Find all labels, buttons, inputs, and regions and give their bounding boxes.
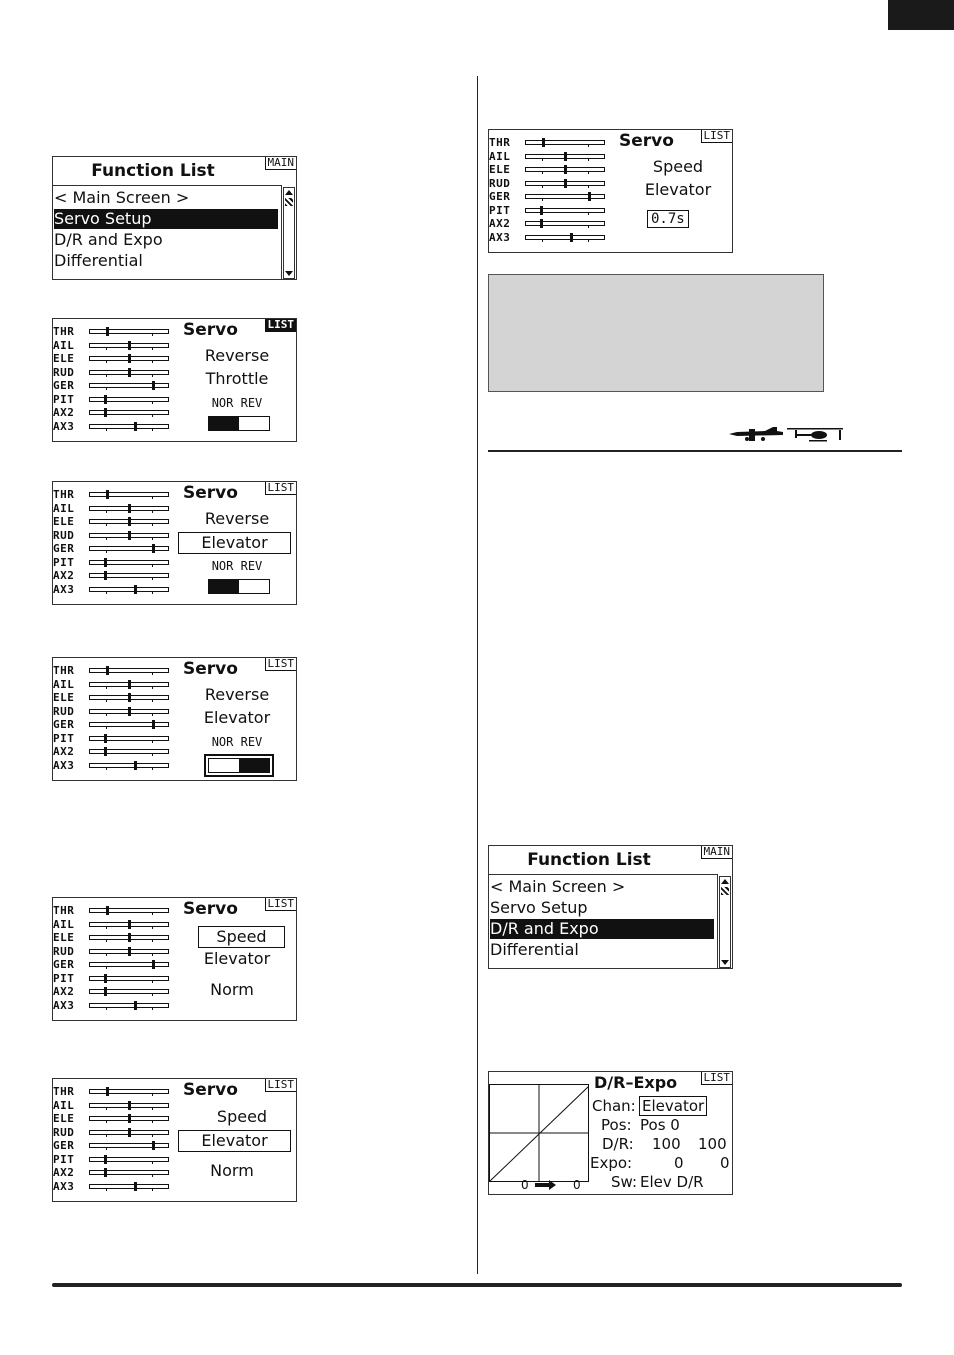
channel-bar [89,989,169,994]
channel-row [53,583,178,597]
channel-label: PIT [53,555,75,569]
channel-label: AX2 [53,745,75,758]
channel-label: AX2 [53,1166,75,1179]
page-corner-tab [888,0,954,30]
channel-bar [89,383,169,388]
list-item[interactable]: Servo Setup [490,898,588,917]
channel-label: THR [53,488,75,501]
channel-label: AIL [489,149,511,163]
list-item-selected[interactable]: D/R and Expo [490,919,714,939]
channel-row [53,732,178,746]
function-select[interactable]: Speed [198,926,285,948]
channel-position-marker [152,544,155,553]
list-item[interactable]: Differential [54,251,143,270]
screen-title: Servo [183,659,238,679]
channel-bar [89,668,169,673]
channel-position-marker [104,974,107,983]
servo-reverse-screen [52,318,297,442]
channel-monitor [489,136,614,244]
channel-bar [89,424,169,429]
channel-position-marker [128,920,131,929]
expo-value-1[interactable]: 0 [674,1154,684,1172]
channel-position-marker [540,206,543,215]
channel-position-marker [106,1087,109,1096]
servo-reverse-screen [52,657,297,781]
reverse-toggle[interactable] [208,416,270,431]
channel-bar [89,560,169,565]
channel-bar [89,1089,169,1094]
channel-row [53,759,178,773]
channel-position-marker [128,707,131,716]
scroll-thumb[interactable] [285,198,293,206]
channel-label: PIT [489,203,511,217]
channel-label: AX3 [489,230,511,244]
channel-position-marker [588,192,591,201]
channel-position-marker [104,1155,107,1164]
channel-row [489,190,614,204]
channel-position-marker [104,571,107,580]
channel-row [53,972,178,986]
channel-label: THR [53,325,75,338]
section-rule [488,450,902,452]
channel-row [53,542,178,556]
channel-label[interactable]: Elevator [203,708,271,727]
channel-label: RUD [53,704,75,718]
channel-position-marker [152,720,155,729]
channel-row [53,502,178,516]
channel-row [53,664,178,678]
function-label: Speed [652,157,704,176]
channel-bar [89,976,169,981]
scrollbar[interactable] [283,187,295,279]
channel-position-marker [104,987,107,996]
list-tab[interactable]: LIST [265,482,297,495]
nor-rev-label: NOR REV [211,735,263,749]
list-item-selected[interactable]: Servo Setup [54,209,278,229]
scroll-thumb[interactable] [721,887,729,895]
nor-rev-label: NOR REV [211,396,263,410]
channel-label: RUD [53,1125,75,1139]
list-item[interactable]: Differential [490,940,579,959]
channel-row [53,515,178,529]
scrollbar[interactable] [719,876,731,968]
expo-value-2[interactable]: 0 [720,1154,730,1172]
channel-row [53,1126,178,1140]
list-item[interactable]: < Main Screen > [54,188,190,207]
channel-bar [89,573,169,578]
chan-select[interactable]: Elevator [639,1096,707,1116]
channel-position-marker [134,422,137,431]
channel-position-marker [128,933,131,942]
channel-row [53,420,178,434]
column-divider [477,76,478,1274]
airplane-icon [729,427,783,441]
channel-bar [525,221,605,226]
channel-position-marker [106,666,109,675]
servo-speed-screen [52,1078,297,1202]
channel-row [53,379,178,393]
screen-title: Servo [619,131,674,151]
channel-label: THR [53,1085,75,1098]
channel-label: AX2 [53,569,75,582]
screen-title: Servo [183,1080,238,1100]
channel-position-marker [128,680,131,689]
reverse-toggle[interactable] [208,758,270,773]
channel-row [53,1180,178,1194]
pos-value[interactable]: Pos 0 [640,1116,680,1134]
channel-monitor [53,1085,178,1193]
function-list [489,874,718,969]
channel-position-marker [152,381,155,390]
servo-reverse-screen [52,481,297,605]
pos-label: Pos: [601,1116,632,1134]
channel-row [53,1139,178,1153]
channel-row [53,556,178,570]
channel-position-marker [134,585,137,594]
list-item[interactable]: < Main Screen > [490,877,626,896]
graph-left-value: 0 [521,1178,529,1192]
sw-value[interactable]: Elev D/R [640,1173,704,1191]
channel-bar [89,1184,169,1189]
channel-select[interactable]: Elevator [178,1130,291,1152]
channel-row [53,1153,178,1167]
channel-label: PIT [53,731,75,745]
channel-position-marker [564,152,567,161]
channel-label[interactable]: Elevator [203,949,271,968]
list-tab[interactable]: LIST [265,658,297,671]
channel-row [489,163,614,177]
channel-position-marker [134,1001,137,1010]
channel-position-marker [134,761,137,770]
channel-position-marker [128,1101,131,1110]
channel-bar [89,763,169,768]
list-tab[interactable]: LIST [701,130,733,143]
channel-label: ELE [53,931,75,944]
channel-row [489,231,614,245]
channel-position-marker [564,165,567,174]
channel-position-marker [106,906,109,915]
dr-value-2[interactable]: 100 [698,1135,727,1153]
channel-monitor [53,904,178,1012]
airplane-helicopter-icon [727,422,843,444]
channel-bar [89,1143,169,1148]
channel-row [53,999,178,1013]
channel-position-marker [104,558,107,567]
channel-position-marker [104,395,107,404]
channel-row [53,918,178,932]
channel-label: RUD [53,365,75,379]
channel-position-marker [128,504,131,513]
channel-position-marker [106,327,109,336]
channel-label: AIL [53,338,75,352]
channel-label: AIL [53,1098,75,1112]
screen-title: Function List [527,850,651,870]
channel-bar [89,410,169,415]
channel-position-marker [152,1141,155,1150]
channel-bar [89,1157,169,1162]
channel-label: GER [53,542,75,555]
channel-label: ELE [53,691,75,704]
channel-label: AIL [53,917,75,931]
channel-label: AX3 [53,998,75,1012]
channel-row [53,1085,178,1099]
channel-bar [525,235,605,240]
channel-row [53,904,178,918]
channel-monitor [53,488,178,596]
channel-position-marker [128,1114,131,1123]
channel-label: PIT [53,392,75,406]
channel-position-marker [128,354,131,363]
channel-label: AX3 [53,1179,75,1193]
channel-label: RUD [53,944,75,958]
channel-label: RUD [53,528,75,542]
channel-bar [525,208,605,213]
function-label: Speed [216,1107,268,1126]
function-list [53,185,282,280]
list-tab[interactable]: LIST [701,1072,733,1085]
channel-label[interactable]: Throttle [205,369,269,388]
channel-bar [89,329,169,334]
channel-row [489,136,614,150]
speed-value[interactable]: Norm [210,1161,254,1180]
dr-value-1[interactable]: 100 [652,1135,681,1153]
channel-bar [525,194,605,199]
scroll-up-icon[interactable] [285,190,293,195]
screen-title: D/R–Expo [594,1073,678,1092]
servo-speed-screen [488,129,733,253]
channel-select[interactable]: Elevator [178,532,291,554]
chan-label: Chan: [592,1097,636,1115]
channel-label: AX3 [53,758,75,772]
speed-value-field[interactable]: 0.7s [647,210,689,228]
expo-curve-graph [489,1084,589,1182]
channel-bar [89,587,169,592]
channel-row [489,177,614,191]
helicopter-icon [787,428,843,442]
channel-label: THR [53,664,75,677]
list-tab[interactable]: LIST [265,319,297,332]
channel-position-marker [540,219,543,228]
scroll-down-icon[interactable] [285,271,293,276]
function-list-screen [488,845,733,969]
channel-label: GER [53,958,75,971]
channel-label: THR [489,136,511,149]
channel-position-marker [104,408,107,417]
channel-label: THR [53,904,75,917]
channel-row [53,745,178,759]
channel-row [53,339,178,353]
channel-bar [89,1170,169,1175]
channel-bar [89,749,169,754]
channel-row [53,366,178,380]
channel-row [53,352,178,366]
channel-position-marker [104,734,107,743]
channel-row [53,718,178,732]
channel-row [53,325,178,339]
sw-label: Sw: [611,1173,638,1191]
channel-row [53,406,178,420]
channel-row [489,204,614,218]
function-label: Reverse [204,509,270,528]
channel-label: PIT [53,971,75,985]
channel-label: AIL [53,677,75,691]
channel-row [53,1166,178,1180]
channel-monitor [53,325,178,433]
channel-label: GER [53,379,75,392]
channel-label: GER [489,190,511,203]
channel-position-marker [128,517,131,526]
channel-row [53,985,178,999]
channel-position-marker [104,747,107,756]
function-label: Reverse [204,346,270,365]
graph-right-value: 0 [573,1178,581,1192]
channel-label: PIT [53,1152,75,1166]
channel-row [53,393,178,407]
channel-row [489,217,614,231]
footer-rule [52,1283,902,1287]
channel-row [53,945,178,959]
dr-expo-screen [488,1071,733,1195]
main-tab[interactable]: MAIN [265,157,297,170]
channel-position-marker [128,693,131,702]
channel-label: AX2 [53,406,75,419]
channel-label: AX2 [53,985,75,998]
channel-label: AX3 [53,582,75,596]
list-tab[interactable]: LIST [265,898,297,911]
channel-row [489,150,614,164]
reverse-toggle[interactable] [208,579,270,594]
channel-position-marker [128,368,131,377]
channel-row [53,691,178,705]
dr-label: D/R: [602,1135,634,1153]
channel-label: RUD [489,176,511,190]
screen-title: Servo [183,899,238,919]
channel-position-marker [128,947,131,956]
list-item[interactable]: D/R and Expo [54,230,163,249]
channel-label: ELE [489,163,511,176]
channel-label: Elevator [644,180,712,199]
channel-label: AIL [53,501,75,515]
channel-row [53,705,178,719]
channel-label: AX2 [489,217,511,230]
channel-bar [525,140,605,145]
channel-row [53,1099,178,1113]
channel-row [53,529,178,543]
channel-position-marker [134,1182,137,1191]
nor-rev-label: NOR REV [211,559,263,573]
speed-value[interactable]: Norm [210,980,254,999]
channel-monitor [53,664,178,772]
channel-label: ELE [53,352,75,365]
scroll-up-icon[interactable] [721,879,729,884]
screen-title: Servo [183,320,238,340]
channel-row [53,488,178,502]
channel-position-marker [570,233,573,242]
channel-position-marker [128,341,131,350]
channel-position-marker [128,1128,131,1137]
note-box [488,274,824,392]
screen-title: Function List [91,161,215,181]
channel-bar [89,908,169,913]
channel-position-marker [128,531,131,540]
channel-bar [89,962,169,967]
function-label: Reverse [204,685,270,704]
channel-bar [89,492,169,497]
channel-label: ELE [53,515,75,528]
channel-position-marker [542,138,545,147]
scroll-down-icon[interactable] [721,960,729,965]
screen-title: Servo [183,483,238,503]
channel-position-marker [152,960,155,969]
channel-bar [89,1003,169,1008]
channel-bar [89,722,169,727]
channel-row [53,569,178,583]
channel-position-marker [564,179,567,188]
channel-position-marker [104,1168,107,1177]
servo-speed-screen [52,897,297,1021]
channel-bar [89,546,169,551]
channel-label: GER [53,718,75,731]
channel-position-marker [106,490,109,499]
channel-label: ELE [53,1112,75,1125]
channel-row [53,678,178,692]
main-tab[interactable]: MAIN [701,846,733,859]
channel-bar [89,397,169,402]
channel-row [53,931,178,945]
channel-row [53,958,178,972]
expo-label: Expo: [590,1154,633,1172]
channel-label: AX3 [53,419,75,433]
function-list-screen [52,156,297,280]
channel-bar [89,736,169,741]
channel-label: GER [53,1139,75,1152]
list-tab[interactable]: LIST [265,1079,297,1092]
channel-row [53,1112,178,1126]
